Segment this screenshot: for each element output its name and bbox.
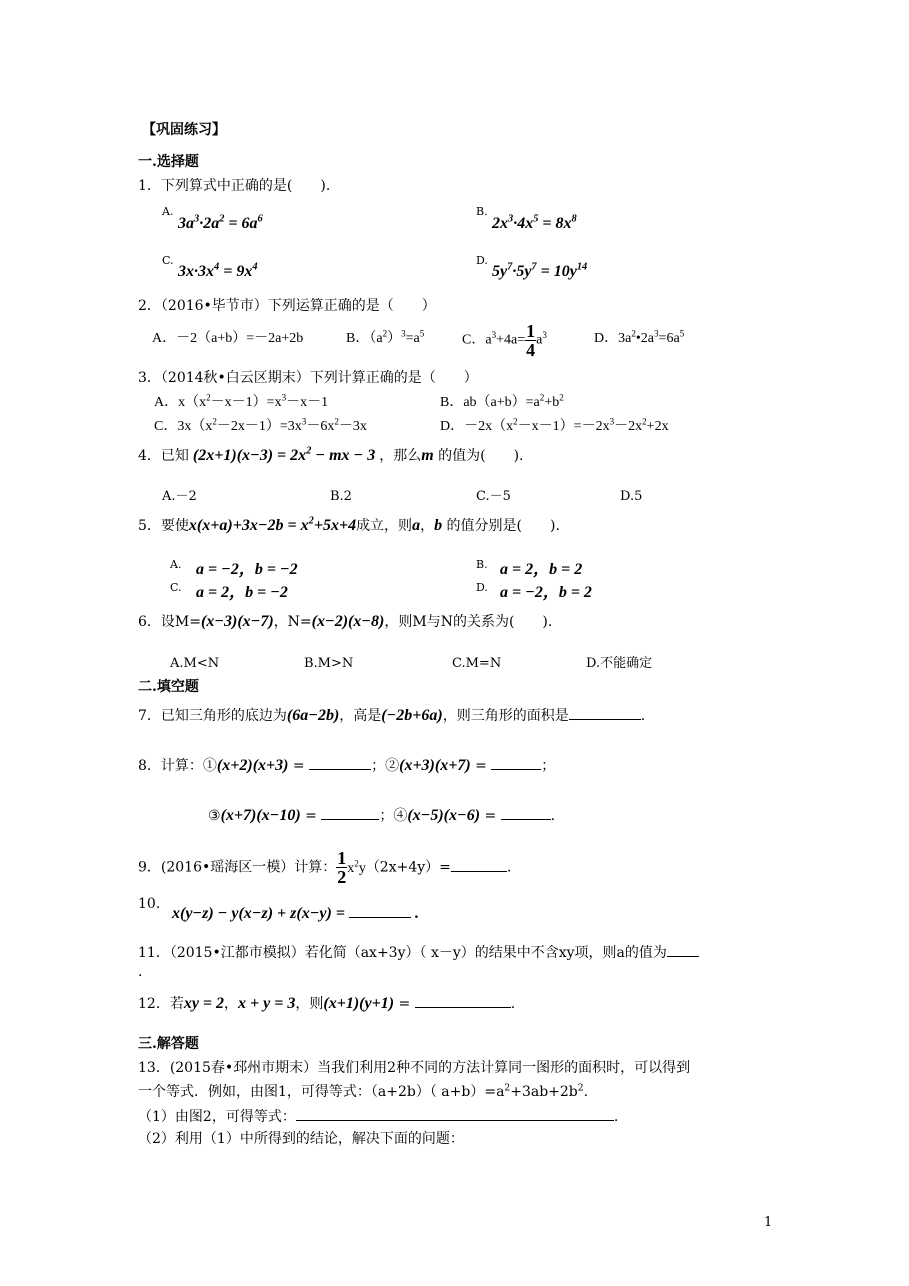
q2-fraction: $\frac{1}{4}$ — [526, 321, 536, 360]
question-13-part-2: （2）利用（1）中所得到的结论，解决下面的问题： — [138, 1131, 464, 1147]
question-10-number: 10. — [138, 896, 161, 912]
q7-height: (−2b+6a) — [381, 707, 443, 724]
q2-option-b: B．$(a^2)^3=a^5$ — [346, 328, 425, 346]
page-title: 【巩固练习】 — [142, 122, 226, 138]
q5-option-c-formula: a = 2，b = −2 — [196, 584, 288, 601]
question-6-stem: 6．设M=(x−3)(x−7)，N=(x−2)(x−8)，则M与N的关系为( ). — [138, 613, 553, 630]
q1-option-a-label: A. — [162, 205, 174, 218]
q6-option-c: C.M=N — [452, 656, 502, 671]
q5-option-b-label: B. — [476, 558, 488, 571]
q13-answer-blank — [296, 1108, 614, 1121]
q1-option-b-label: B. — [476, 205, 488, 218]
question-8-row-1: 8．计算：①(x+2)(x+3) = ；②(x+3)(x+7) = ； — [138, 757, 556, 774]
q4-option-b: B.2 — [330, 489, 352, 504]
q5-option-a-label: A. — [170, 558, 182, 571]
q9-answer-blank — [451, 859, 507, 872]
q11-answer-blank — [667, 944, 699, 957]
q12-cond-2: x + y = 3 — [238, 995, 296, 1012]
q4-option-a: A.－2 — [162, 489, 197, 504]
question-9-stem: 9．(2016•瑶海区一模）计算： $\frac{1}{2}$ $x^2y(2x+4y)=$ . — [138, 848, 512, 887]
q5-option-d-formula: a = −2，b = 2 — [500, 584, 592, 601]
q7-base: (6a−2b) — [286, 707, 340, 724]
q8-blank-3 — [321, 807, 379, 820]
q3-option-d: D．$-2x(x^2-x-1)=-2x^3-2x^2+2x$ — [440, 416, 669, 434]
q2-option-a: A．－2（a+b）=－2a+2b — [152, 331, 304, 346]
q5-equation: $x(x+a)+3x-2b = x^2+5x+4$ — [188, 515, 357, 534]
q6-m-expr: (x−3)(x−7) — [200, 613, 274, 630]
question-11-continuation: . — [138, 964, 143, 980]
question-3-stem: 3．（2014秋•白云区期末）下列计算正确的是（ ） — [138, 370, 478, 386]
q12-cond-1: xy = 2 — [183, 995, 225, 1012]
question-13-part-1: （1）由图2，可得等式： . — [138, 1109, 619, 1125]
question-2-stem: 2．（2016•毕节市）下列运算正确的是（ ） — [138, 298, 436, 314]
q1-option-c-label: C. — [162, 254, 174, 267]
q1-option-d-label: D. — [476, 254, 488, 267]
q2-option-c: C．$a^3+4a=$ $\frac{1}{4}$ $a^3$ — [462, 321, 547, 360]
q4-option-c: C.－5 — [476, 489, 511, 504]
q1-option-d-formula: $5y^7\cdot 5y^7 = 10y^{14}$ — [492, 261, 588, 280]
q3-option-b: B．$ab(a+b)=a^2+b^2$ — [440, 392, 564, 410]
q5-option-a-formula: a = −2，b = −2 — [196, 561, 298, 578]
q5-option-b-formula: a = 2，b = 2 — [500, 561, 583, 578]
q1-option-a-formula: $3a^3\cdot 2a^2 = 6a^6$ — [178, 213, 263, 232]
section-heading-fill: 二.填空题 — [138, 679, 199, 695]
q6-option-a: A.M<N — [170, 656, 220, 671]
question-7-stem: 7．已知三角形的底边为(6a−2b)，高是(−2b+6a)，则三角形的面积是 . — [138, 707, 646, 724]
q10-answer-blank — [349, 905, 411, 918]
q9-fraction: $\frac{1}{2}$ — [337, 848, 347, 887]
q8-blank-2 — [491, 757, 541, 770]
q2-option-d: D．$3a^2•2a^3=6a^5$ — [594, 328, 685, 346]
q4-option-d: D.5 — [620, 489, 643, 504]
q12-expr: (x+1)(y+1) — [323, 995, 395, 1012]
question-1-stem: 1．下列算式中正确的是( ). — [138, 178, 331, 194]
question-8-row-2: ③(x+7)(x−10) = ；④(x−5)(x−6) = . — [208, 807, 556, 824]
q6-option-b: B.M>N — [304, 656, 354, 671]
q3-option-a: A．$x(x^2-x-1)=x^3-x-1$ — [154, 392, 329, 410]
page-number: 1 — [764, 1215, 773, 1230]
question-11-stem: 11．（2015•江都市模拟）若化简（ax+3y）（ x－y）的结果中不含xy项，则a的值为 — [138, 944, 699, 962]
q12-answer-blank — [415, 995, 511, 1008]
question-10-formula: x(y−z) − y(x−z) + z(x−y) = . — [172, 905, 419, 922]
q1-option-b-formula: $2x^3\cdot 4x^5 = 8x^8$ — [492, 213, 577, 232]
q8-blank-4 — [501, 807, 551, 820]
question-13-line-2: 一个等式．例如，由图1，可得等式：（a+2b）（ $a+b)=a^2+3ab+2b^2$. — [138, 1083, 589, 1100]
section-heading-solve: 三.解答题 — [138, 1036, 199, 1052]
q7-answer-blank — [569, 707, 641, 720]
question-5-stem: 5．要使$x(x+a)+3x-2b = x^2+5x+4$成立，则a，b 的值分别是( ). — [138, 515, 560, 534]
q4-equation: $(2x+1)(x-3) = 2x^2$ − mx − 3 — [188, 445, 380, 464]
q6-option-d: D.不能确定 — [586, 656, 653, 671]
section-heading-choice: 一.选择题 — [138, 154, 199, 170]
q5-option-c-label: C. — [170, 581, 182, 594]
q5-option-d-label: D. — [476, 581, 488, 594]
question-4-stem: 4．已知 $(2x+1)(x-3) = 2x^2$ − mx − 3 ，那么m 的值为( ). — [138, 445, 524, 464]
q6-n-expr: (x−2)(x−8) — [311, 613, 385, 630]
question-13-line-1: 13．(2015春•邳州市期末）当我们利用2种不同的方法计算同一图形的面积时，可以得到 — [138, 1060, 691, 1076]
question-12-stem: 12．若xy = 2，x + y = 3，则(x+1)(y+1) = . — [138, 995, 516, 1012]
q3-option-c: C．$3x(x^2-2x-1)=3x^3-6x^2-3x$ — [154, 416, 367, 434]
q8-blank-1 — [309, 757, 371, 770]
q1-option-c-formula: $3x\cdot 3x^4 = 9x^4$ — [178, 261, 258, 280]
